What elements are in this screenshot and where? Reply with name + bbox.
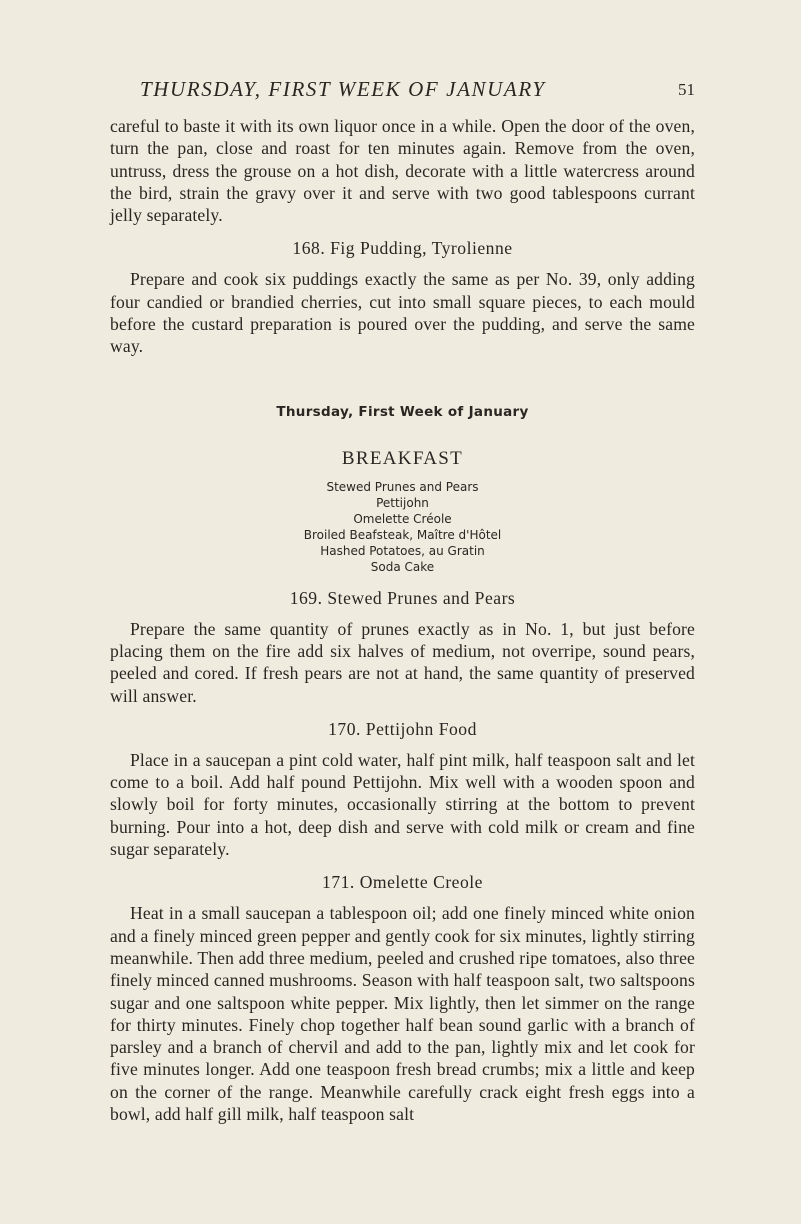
recipe-heading-169: 169. Stewed Prunes and Pears (289, 587, 516, 608)
menu-item: Omelette Créole (353, 511, 452, 526)
page-number: 51 (678, 80, 695, 99)
recipe-body-171: Heat in a small saucepan a tablespoon oil; add one finely minced white onion and a finely minced green pepper and gently cook for six minutes, lightly stirring meanwhile. Then add three medium, peeled and crushed ripe tomatoes, also three finely minced canned mushrooms. Season with half teaspoon salt, two saltspoons sugar and one saltspoon white pepper. Mix lightly, then let simmer on the range for thirty minutes. Finely chop together half bean sound garlic with a branch of parsley and a branch of chervil and add to the pan, lightly mix and let cook for five minutes longer. Add one teaspoon fresh bread crumbs; mix a little and keep on the corner of the range. Meanwhile carefully crack eight fresh eggs into a bowl, add half gill milk, half teaspoon salt (110, 903, 695, 1125)
menu-day-heading: Thursday, First Week of January (276, 403, 529, 420)
menu-item: Stewed Prunes and Pears (326, 479, 479, 494)
menu-item: Broiled Beafsteak, Maître d'Hôtel (303, 527, 502, 542)
running-head-title: THURSDAY, FIRST WEEK OF JANUARY (140, 77, 546, 101)
menu-item: Hashed Potatoes, au Gratin (320, 543, 485, 558)
book-page (110, 75, 695, 1125)
running-head (110, 75, 695, 109)
recipe-heading-168: 168. Fig Pudding, Tyrolienne (292, 238, 513, 259)
recipe-body-170: Place in a saucepan a pint cold water, half pint milk, half teaspoon salt and let come to a boil. Add half pound Pettijohn. Mix well with a wooden spoon and slowly boil for forty minutes, occasionally stirring at the bottom to prevent burning. Pour into a hot, deep dish and serve with cold milk or cream and fine sugar separately. (110, 749, 695, 860)
recipe-heading-171: 171. Omelette Creole (322, 872, 483, 893)
menu-list (110, 479, 695, 575)
menu-item: Pettijohn (376, 495, 429, 510)
menu-item: Soda Cake (370, 559, 435, 574)
recipe-heading-170: 170. Pettijohn Food (328, 718, 477, 739)
recipe-body-169: Prepare the same quantity of prunes exactly as in No. 1, but just before placing them on the fire add six halves of medium, not overripe, sound pears, peeled and cored. If fresh pears are not at hand, the same quantity of preserved will answer. (110, 618, 695, 706)
menu-meal-title: BREAKFAST (341, 447, 464, 469)
recipe-body-168: Prepare and cook six puddings exactly the same as per No. 39, only adding four candied or brandied cherries, cut into small square pieces, to each mould before the custard preparation is poured over the pudding, and serve the same way. (110, 269, 695, 357)
continued-paragraph: careful to baste it with its own liquor once in a while. Open the door of the oven, turn the pan, close and roast for ten minutes again. Remove from the oven, untruss, dress the grouse on a hot dish, decorate with a little watercress around the bird, strain the gravy over it and serve with two good tablespoons currant jelly separately. (110, 116, 695, 226)
menu-block (110, 403, 695, 575)
